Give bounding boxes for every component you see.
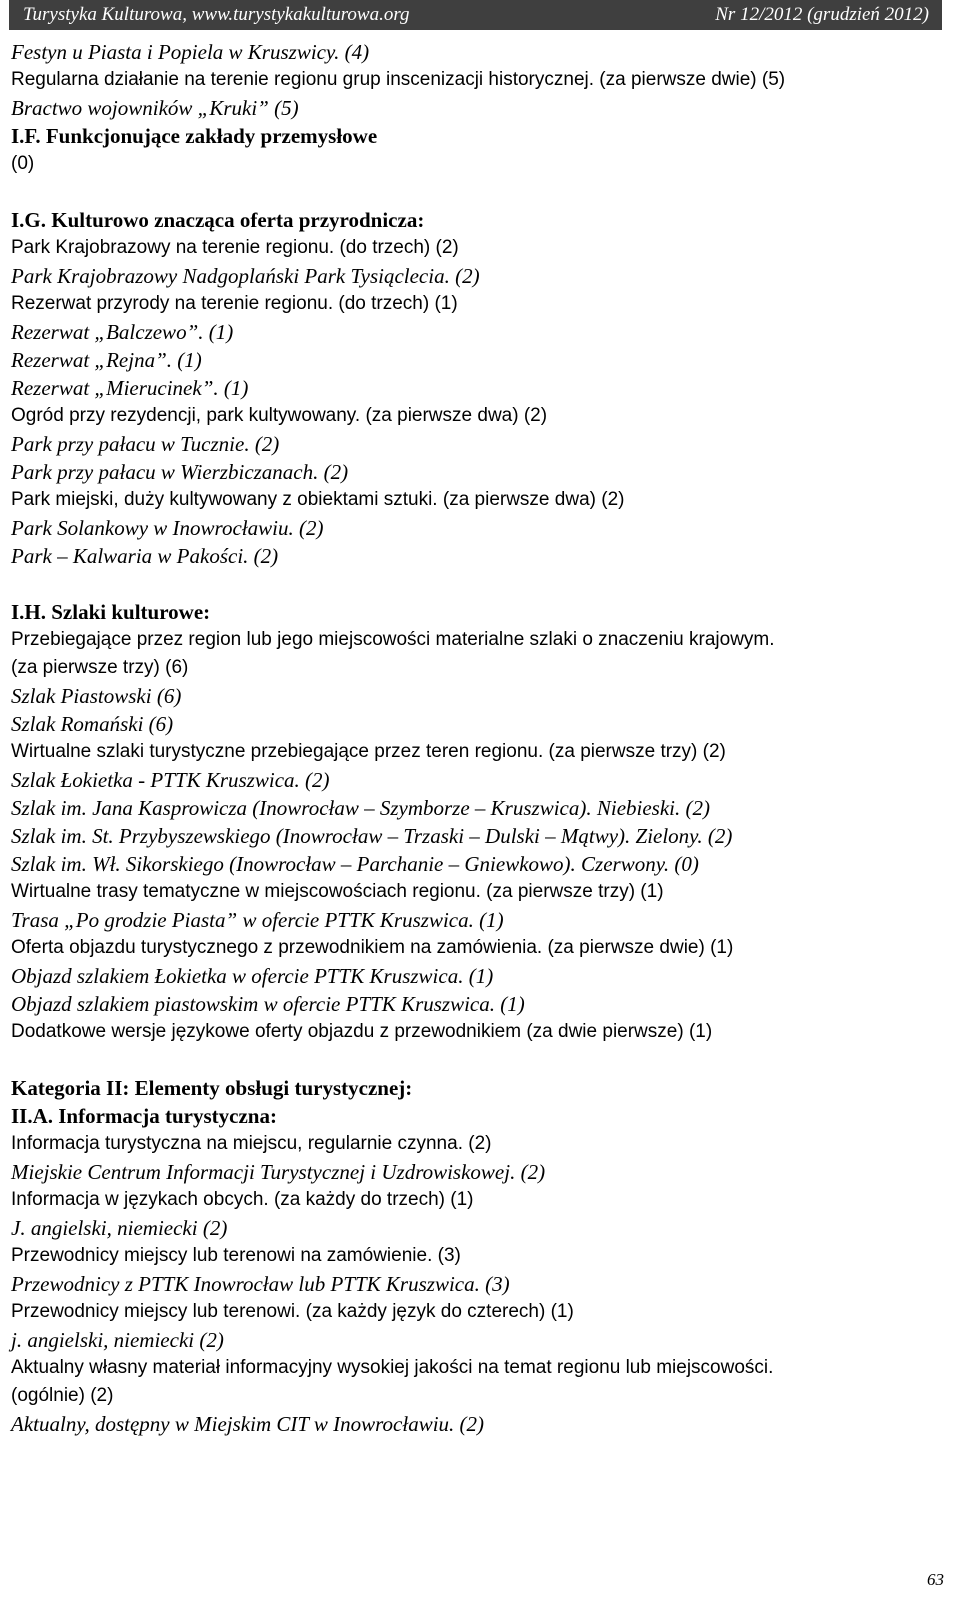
criterion-line: Rezerwat przyrody na terenie regionu. (do trzech) (1)	[11, 293, 458, 314]
criterion-line: Informacja turystyczna na miejscu, regularnie czynna. (2)	[11, 1133, 492, 1154]
criterion-line: Oferta objazdu turystycznego z przewodnikiem na zamówienia. (za pierwsze dwie) (1)	[11, 937, 734, 958]
criterion-line: Wirtualne trasy tematyczne w miejscowościach regionu. (za pierwsze trzy) (1)	[11, 881, 664, 902]
example-item: Szlak im. Wł. Sikorskiego (Inowrocław – Parchanie – Gniewkowo). Czerwony. (0)	[11, 852, 699, 876]
spacer	[11, 178, 946, 206]
criterion-line: Ogród przy rezydencji, park kultywowany. (za pierwsze dwa) (2)	[11, 405, 548, 426]
example-item: Szlak Piastowski (6)	[11, 684, 182, 708]
example-item: Trasa „Po grodzie Piasta” w ofercie PTTK Kruszwica. (1)	[11, 908, 504, 932]
criterion-line: Przewodnicy miejscy lub terenowi. (za każdy język do czterech) (1)	[11, 1301, 574, 1322]
issue-number: Nr 12/2012 (grudzień 2012)	[715, 4, 929, 25]
example-item: Park – Kalwaria w Pakości. (2)	[11, 544, 279, 568]
example-item: Park Krajobrazowy Nadgoplański Park Tysiąclecia. (2)	[11, 264, 480, 288]
example-item: Rezerwat „Balczewo”. (1)	[11, 320, 234, 344]
example-item: Aktualny, dostępny w Miejskim CIT w Inowrocławiu. (2)	[11, 1412, 485, 1436]
journal-title: Turystyka Kulturowa, www.turystykakulturowa.org	[23, 4, 410, 25]
example-item: Szlak Łokietka - PTTK Kruszwica. (2)	[11, 768, 330, 792]
section-heading: II.A. Informacja turystyczna:	[11, 1104, 277, 1128]
criterion-line: Informacja w językach obcych. (za każdy do trzech) (1)	[11, 1189, 474, 1210]
criterion-line: (za pierwsze trzy) (6)	[11, 657, 189, 678]
spacer	[11, 1046, 946, 1074]
criterion-line: Wirtualne szlaki turystyczne przebiegające przez teren regionu. (za pierwsze trzy) (2)	[11, 741, 726, 762]
example-item: J. angielski, niemiecki (2)	[11, 1216, 228, 1240]
criterion-line: Park miejski, duży kultywowany z obiektami sztuki. (za pierwsze dwa) (2)	[11, 489, 625, 510]
example-item: Szlak im. St. Przybyszewskiego (Inowrocław – Trzaski – Dulski – Mątwy). Zielony. (2)	[11, 824, 733, 848]
section-heading: I.G. Kulturowo znacząca oferta przyrodnicza:	[11, 208, 425, 232]
example-item: Park przy pałacu w Tucznie. (2)	[11, 432, 280, 456]
criterion-line: (ogólnie) (2)	[11, 1385, 114, 1406]
section-heading: I.H. Szlaki kulturowe:	[11, 600, 211, 624]
example-item: Rezerwat „Mierucinek”. (1)	[11, 376, 249, 400]
example-item: Bractwo wojowników „Kruki” (5)	[11, 96, 299, 120]
page-number: 63	[927, 1570, 944, 1589]
example-item: Przewodnicy z PTTK Inowrocław lub PTTK Kruszwica. (3)	[11, 1272, 510, 1296]
example-item: Miejskie Centrum Informacji Turystycznej i Uzdrowiskowej. (2)	[11, 1160, 546, 1184]
section-heading: Kategoria II: Elementy obsługi turystycznej:	[11, 1076, 413, 1100]
spacer	[11, 570, 946, 598]
criterion-line: Park Krajobrazowy na terenie regionu. (do trzech) (2)	[11, 237, 459, 258]
criterion-line: Dodatkowe wersje językowe oferty objazdu z przewodnikiem (za dwie pierwsze) (1)	[11, 1021, 713, 1042]
example-item: j. angielski, niemiecki (2)	[11, 1328, 224, 1352]
section-heading: I.F. Funkcjonujące zakłady przemysłowe	[11, 124, 378, 148]
example-item: Objazd szlakiem piastowskim w ofercie PTTK Kruszwica. (1)	[11, 992, 525, 1016]
criterion-line: Przebiegające przez region lub jego miejscowości materialne szlaki o znaczeniu krajowym.	[11, 629, 775, 650]
example-item: Park przy pałacu w Wierzbiczanach. (2)	[11, 460, 349, 484]
criterion-line: Regularna działanie na terenie regionu grup inscenizacji historycznej. (za pierwsze dwie) (5)	[11, 69, 786, 90]
example-item: Park Solankowy w Inowrocławiu. (2)	[11, 516, 324, 540]
example-item: Objazd szlakiem Łokietka w ofercie PTTK Kruszwica. (1)	[11, 964, 494, 988]
criterion-line: Przewodnicy miejscy lub terenowi na zamówienie. (3)	[11, 1245, 461, 1266]
document-body	[11, 38, 946, 1438]
criterion-line: (0)	[11, 153, 35, 174]
example-item: Festyn u Piasta i Popiela w Kruszwicy. (4)	[11, 40, 370, 64]
criterion-line: Aktualny własny materiał informacyjny wysokiej jakości na temat regionu lub miejscowości.	[11, 1357, 774, 1378]
example-item: Szlak Romański (6)	[11, 712, 174, 736]
example-item: Szlak im. Jana Kasprowicza (Inowrocław – Szymborze – Kruszwica). Niebieski. (2)	[11, 796, 710, 820]
page-header	[9, 0, 942, 30]
example-item: Rezerwat „Rejna”. (1)	[11, 348, 202, 372]
